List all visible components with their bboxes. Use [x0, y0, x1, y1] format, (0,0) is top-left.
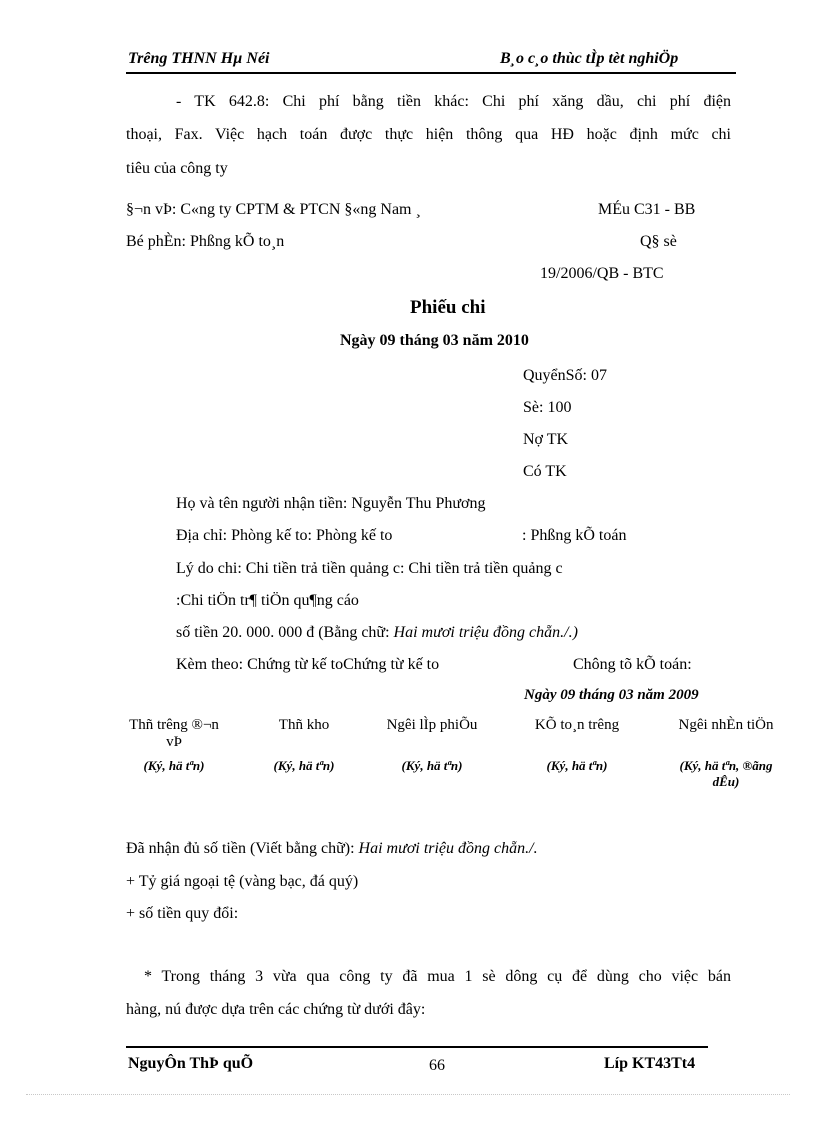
decision-number: 19/2006/QB - BTC [540, 265, 664, 282]
header-left: Trêng THNN Hµ Néi [128, 50, 270, 67]
unit-name: §¬n vÞ: C«ng ty CPTM & PTCN §«ng Nam ¸ [126, 201, 421, 218]
amount-line [176, 624, 578, 642]
footer-author: NguyÔn ThÞ quÕ [128, 1055, 254, 1072]
form-code: MÉu C31 - BB [598, 201, 696, 218]
signature-note-chief-accountant: (Ký, hä tªn) [546, 758, 608, 773]
signature-note-director: (Ký, hä tªn) [143, 758, 205, 773]
address-right: : Phßng kÕ toán [522, 527, 627, 544]
original-docs: Chông tõ kÕ toán: [573, 656, 692, 673]
department: Bé phÈn: Phßng kÕ to¸n [126, 233, 285, 250]
signature-title-director: Thñ trêng ®¬n vÞ [129, 717, 219, 750]
signature-note-preparer: (Ký, hä tªn) [401, 758, 463, 773]
signature-note-storekeeper: (Ký, hä tªn) [273, 758, 335, 773]
signature-title-chief-accountant: KÕ to¸n trêng [534, 717, 620, 733]
amount-prefix: số tiền 20. 000. 000 đ (Bằng chữ: [176, 624, 394, 641]
intro-line-1: - TK 642.8: Chi phí bằng tiền khác: Chi phí xăng dầu, chi phí điện [176, 93, 731, 110]
reason-line-2: :Chi tiÖn tr¶ tiÖn qu¶ng cáo [176, 592, 359, 609]
credit-account: Có TK [523, 463, 567, 480]
intro-line-3: tiêu của công ty [126, 160, 228, 177]
decision-label: Q§ sè [640, 233, 677, 250]
voucher-title: Phiếu chi [410, 297, 486, 318]
signature-note-receiver: (Ký, hä tªn, ®ãng dÊu) [679, 758, 773, 789]
page-edge-dots [26, 1094, 790, 1095]
page-number: 66 [429, 1057, 445, 1074]
attached-docs: Kèm theo: Chứng từ kế toChứng từ kế to [176, 656, 440, 673]
exchange-rate: + Tỷ giá ngoại tệ (vàng bạc, đá quý) [126, 873, 359, 890]
footer-class: Líp KT43Tt4 [604, 1055, 696, 1072]
closing-line-1: * Trong tháng 3 vừa qua công ty đã mua 1 sè dông cụ để dùng cho việc bán [144, 968, 731, 985]
footer-rule [126, 1046, 708, 1048]
signature-title-preparer: Ngêi lÌp phiÕu [386, 717, 478, 733]
reason-line-1: Lý do chi: Chi tiền trả tiền quảng c: Chi tiền trả tiền quảng c [176, 560, 563, 577]
sign-date: Ngày 09 tháng 03 năm 2009 [524, 687, 699, 703]
debit-account: Nợ TK [523, 431, 569, 448]
voucher-date: Ngày 09 tháng 03 năm 2010 [340, 332, 529, 349]
header-right: B¸o c¸o thùc tÌp tèt nghiÖp [500, 50, 679, 67]
received-prefix: Đã nhận đủ số tiền (Viết bằng chữ): [126, 840, 359, 857]
header-rule [126, 72, 736, 74]
intro-line-2: thoại, Fax. Việc hạch toán được thực hiện thông qua HĐ hoặc định mức chi [126, 126, 731, 143]
signature-title-receiver: Ngêi nhÈn tiÖn [678, 717, 774, 733]
signature-title-storekeeper: Thñ kho [278, 717, 330, 733]
address-left: Địa chỉ: Phòng kế to: Phòng kế to [176, 527, 393, 544]
received-words: Hai mươi triệu đồng chẵn./. [358, 840, 538, 857]
voucher-number: Sè: 100 [523, 399, 572, 416]
book-number: QuyểnSố: 07 [523, 367, 607, 384]
converted-amount: + số tiền quy đổi: [126, 905, 239, 922]
closing-line-2: hàng, nú được dựa trên các chứng từ dưới đây: [126, 1001, 426, 1018]
amount-words: Hai mươi triệu đồng chẵn./.) [393, 624, 578, 641]
recipient: Họ và tên người nhận tiền: Nguyễn Thu Phương [176, 495, 486, 512]
received-line [126, 840, 538, 858]
